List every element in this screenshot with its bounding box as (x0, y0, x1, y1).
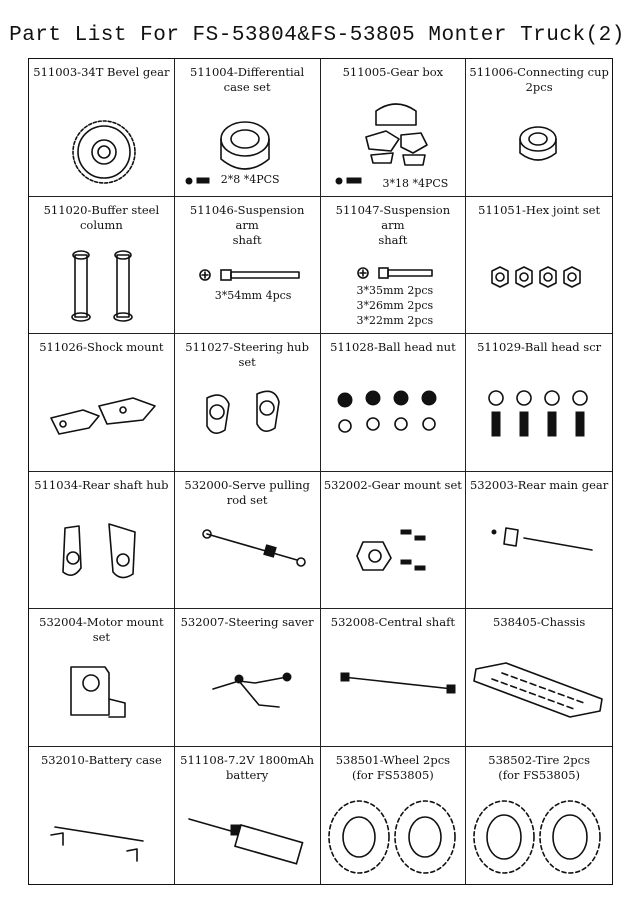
ball-head-nut-drawing (321, 372, 467, 472)
part-label: 532007-Steering saver (180, 615, 314, 629)
steering-hub-drawing (175, 372, 321, 472)
part-label: 511004-Differential case set (190, 65, 305, 94)
part-label: 511020-Buffer steel column (43, 202, 160, 232)
part-label: 511003-34T Bevel gear (33, 65, 170, 79)
servo-rod-drawing (175, 510, 321, 610)
chassis-drawing (466, 647, 612, 747)
part-note: 3*54mm 4pcs (214, 288, 292, 302)
part-label: 532003-Rear main gear (469, 477, 609, 492)
part-cell-steering-saver (175, 609, 321, 747)
ball-nut-3 (394, 391, 408, 430)
part-cell-wheel (321, 747, 467, 885)
part-label: 511026-Shock mount (39, 340, 164, 354)
part-label: 511034-Rear shaft hub (34, 477, 169, 492)
part-cell-suspension-shaft-54 (175, 197, 321, 335)
part-cell-battery (175, 747, 321, 885)
part-note: 2*8 *4PCS (220, 173, 280, 186)
ball-screw-4 (573, 391, 587, 436)
part-cell-steering-hub (175, 334, 321, 472)
part-label: 532000-Serve pulling rod set (184, 477, 310, 507)
bevel-gear-drawing (29, 97, 175, 197)
part-label: 511006-Connecting cup 2pcs (469, 65, 609, 94)
part-cell-differential-case (175, 59, 321, 197)
part-label: 511029-Ball head scr (477, 340, 602, 354)
part-label: 511047-Suspension arm shaft (335, 202, 451, 247)
part-cell-chassis (466, 609, 612, 747)
part-cell-tire (466, 747, 612, 885)
buffer-column-drawing (29, 235, 175, 335)
connecting-cup-drawing (466, 97, 612, 197)
hex-nut-2 (516, 267, 532, 287)
part-cell-bevel-gear (29, 59, 175, 197)
part-label: 511108-7.2V 1800mAh battery (180, 752, 315, 782)
tire-2 (540, 801, 600, 873)
part-cell-gear-box (321, 59, 467, 197)
page-title: Part List For FS-53804&FS-53805 Monter Truck(2) (9, 24, 625, 47)
part-cell-hex-joint (466, 197, 612, 335)
ball-screw-2 (517, 391, 531, 436)
part-label: 532008-Central shaft (330, 615, 455, 629)
part-grid (28, 58, 613, 885)
part-label: 538501-Wheel 2pcs (for FS53805) (335, 752, 451, 782)
part-label: 511005-Gear box (342, 65, 444, 79)
part-label: 532004-Motor mount set (39, 615, 164, 644)
ball-nut-4 (422, 391, 436, 430)
part-cell-connecting-cup (466, 59, 612, 197)
part-label: 532002-Gear mount set (323, 477, 462, 492)
rear-main-gear-drawing (466, 510, 612, 610)
tire-drawing (466, 785, 612, 885)
battery-case-drawing (29, 785, 175, 885)
wheel-drawing (321, 785, 467, 885)
shock-mount-drawing (29, 372, 175, 472)
suspension-shaft-drawing (175, 235, 321, 335)
part-cell-rear-main-gear (466, 472, 612, 610)
part-cell-ball-head-screw (466, 334, 612, 472)
part-cell-ball-head-nut (321, 334, 467, 472)
central-shaft-drawing (321, 647, 467, 747)
hex-joint-drawing (466, 235, 612, 335)
ball-screw-1 (489, 391, 503, 436)
hex-nut-1 (492, 267, 508, 287)
part-cell-buffer-column (29, 197, 175, 335)
part-label: 538405-Chassis (493, 615, 586, 629)
part-cell-battery-case (29, 747, 175, 885)
ball-nut-2 (366, 391, 380, 430)
part-label: 511028-Ball head nut (330, 340, 456, 354)
part-label: 511027-Steering hub set (185, 340, 309, 369)
ball-nut-1 (338, 393, 352, 432)
part-cell-central-shaft (321, 609, 467, 747)
part-note: 3*35mm 2pcs 3*26mm 2pcs 3*22mm 2pcs (356, 283, 434, 327)
part-label: 511051-Hex joint set (478, 202, 601, 217)
part-note: 3*18 *4PCS (382, 177, 449, 190)
part-label: 532010-Battery case (40, 752, 162, 767)
hex-nut-4 (564, 267, 580, 287)
ball-head-screw-drawing (466, 372, 612, 472)
motor-mount-drawing (29, 647, 175, 747)
steering-saver-drawing (175, 647, 321, 747)
gear-mount-drawing (321, 510, 467, 610)
battery-drawing (175, 785, 321, 885)
part-cell-rear-shaft-hub (29, 472, 175, 610)
wheel-2 (395, 801, 455, 873)
rear-shaft-hub-drawing (29, 510, 175, 610)
hex-nut-3 (540, 267, 556, 287)
part-cell-gear-mount (321, 472, 467, 610)
part-cell-suspension-shaft-set (321, 197, 467, 335)
tire-1 (474, 801, 534, 873)
wheel-1 (329, 801, 389, 873)
part-cell-motor-mount (29, 609, 175, 747)
part-label: 538502-Tire 2pcs (for FS53805) (488, 752, 590, 782)
part-label: 511046-Suspension arm shaft (189, 202, 305, 247)
ball-screw-3 (545, 391, 559, 436)
part-cell-servo-rod (175, 472, 321, 610)
part-cell-shock-mount (29, 334, 175, 472)
